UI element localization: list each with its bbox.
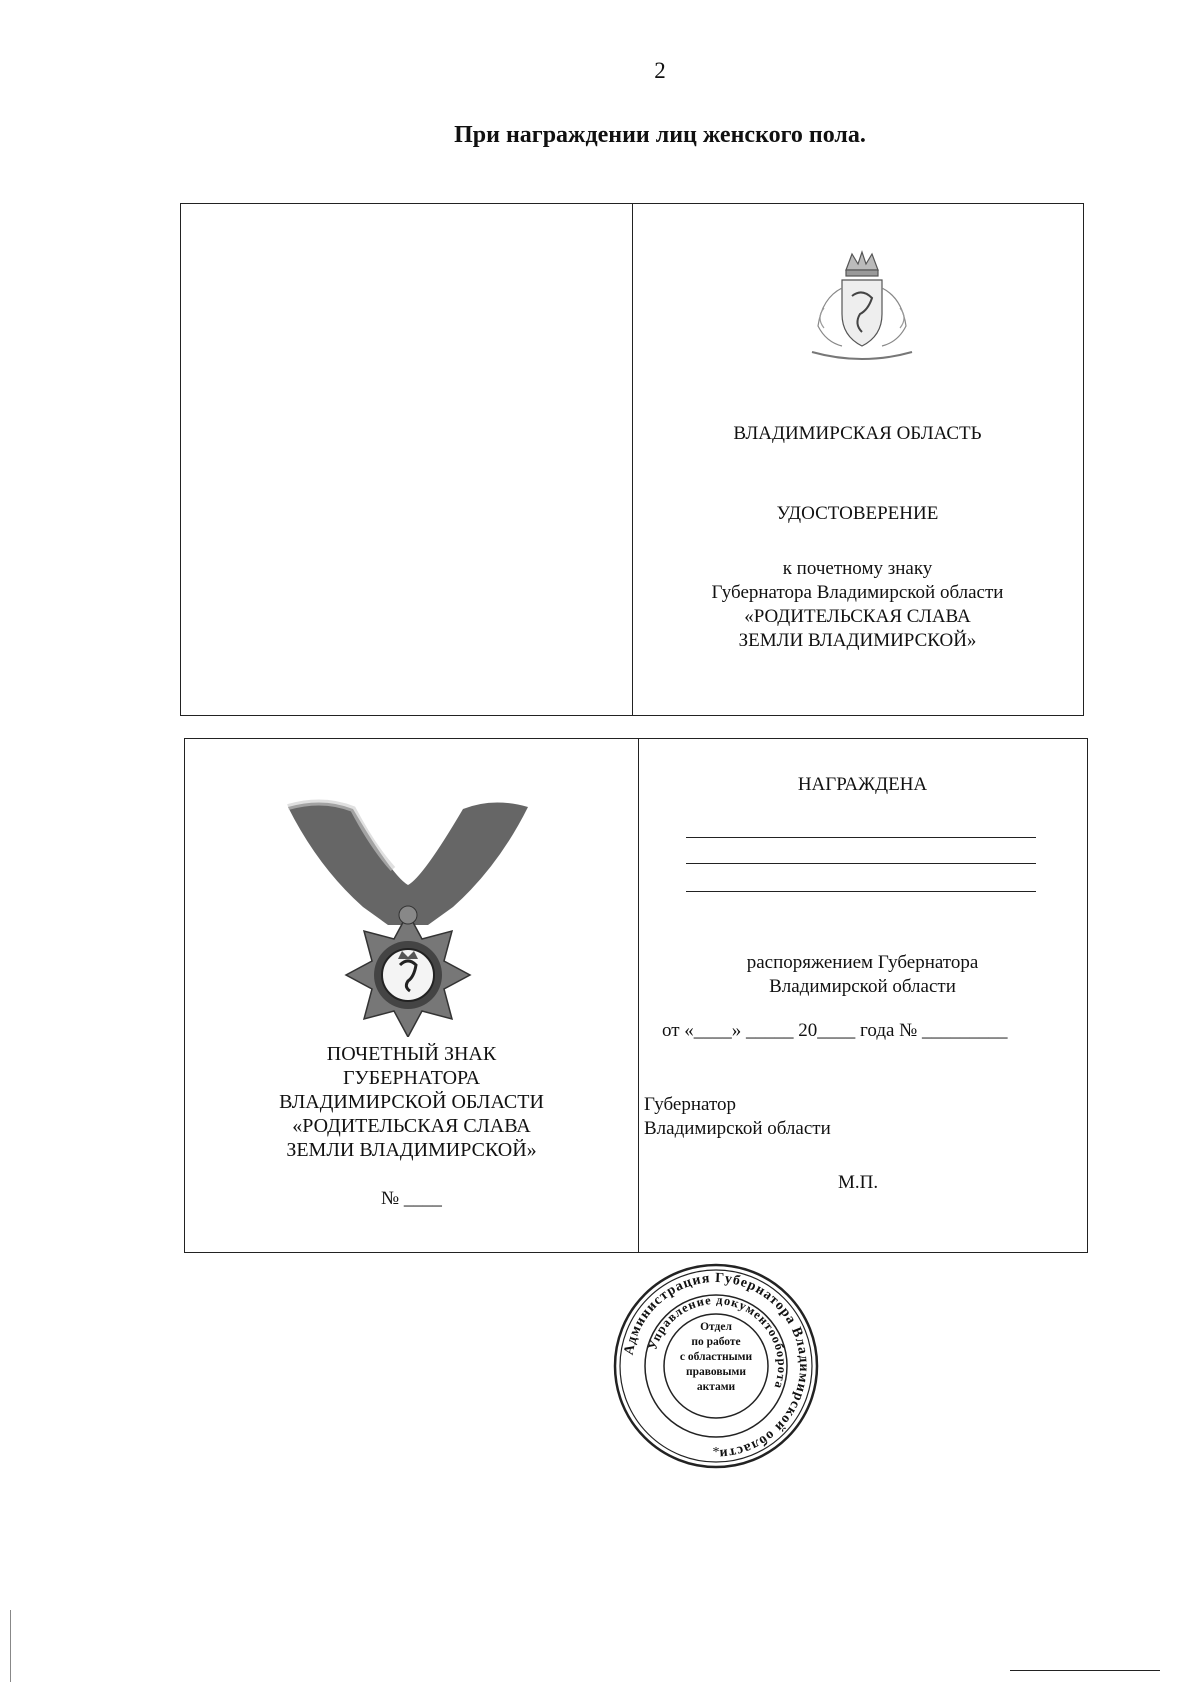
stamp-center-line: правовыми	[685, 1366, 746, 1378]
svg-text:*: *	[712, 1445, 720, 1460]
order-line: распоряжением Губернатора	[746, 952, 979, 973]
recipient-name-line	[686, 837, 1036, 838]
badge-number: № ____	[381, 1188, 442, 1209]
cover-subtitle-line: к почетному знаку	[782, 558, 933, 579]
cover-back-blank	[181, 204, 633, 715]
official-stamp	[612, 1262, 820, 1470]
cover-subtitle-line: Губернатора Владимирской области	[711, 582, 1004, 603]
seal-place: М.П.	[838, 1172, 879, 1193]
certificate-inner-spread	[184, 738, 1088, 1253]
recipient-name-line	[686, 863, 1036, 864]
stamp-outer-text: Администрация Губернатора Владимирской области	[621, 1270, 812, 1462]
badge-name-line: ЗЕМЛИ ВЛАДИМИРСКОЙ»	[286, 1139, 537, 1161]
badge-name-line: «РОДИТЕЛЬСКАЯ СЛАВА	[292, 1115, 531, 1137]
badge-name-line: ВЛАДИМИРСКОЙ ОБЛАСТИ	[279, 1091, 544, 1113]
recipient-name-line	[686, 891, 1036, 892]
order-line: Владимирской области	[769, 976, 956, 997]
document-title: При награждении лиц женского пола.	[454, 122, 866, 148]
bottom-rule	[1010, 1670, 1160, 1671]
certificate-cover-spread	[180, 203, 1084, 716]
medal-icon	[283, 797, 533, 1037]
cover-doc-type: УДОСТОВЕРЕНИЕ	[776, 503, 939, 524]
margin-mark	[10, 1610, 11, 1682]
cover-front	[632, 204, 1083, 715]
signer-line: Губернатор	[644, 1094, 737, 1115]
award-heading: НАГРАЖДЕНА	[797, 774, 928, 795]
award-page	[638, 739, 1087, 1252]
stamp-center-line: с областными	[679, 1351, 753, 1363]
cover-subtitle-line: «РОДИТЕЛЬСКАЯ СЛАВА	[744, 606, 971, 627]
stamp-center-line: актами	[696, 1381, 736, 1393]
order-date-line: от «____» _____ 20____ года № _________	[662, 1020, 1008, 1041]
coat-of-arms-icon	[802, 248, 922, 368]
badge-name-line: ГУБЕРНАТОРА	[342, 1067, 481, 1089]
badge-name-line: ПОЧЕТНЫЙ ЗНАК	[326, 1043, 497, 1065]
stamp-center-line: по работе	[691, 1336, 741, 1348]
stamp-center-line: Отдел	[700, 1321, 732, 1333]
cover-subtitle-line: ЗЕМЛИ ВЛАДИМИРСКОЙ»	[738, 630, 977, 651]
badge-page	[185, 739, 639, 1252]
signer-line: Владимирской области	[644, 1118, 831, 1139]
cover-region: ВЛАДИМИРСКАЯ ОБЛАСТЬ	[733, 423, 982, 444]
page-number: 2	[654, 58, 666, 83]
stamp-inner-text: Управление документооборота	[645, 1292, 790, 1392]
